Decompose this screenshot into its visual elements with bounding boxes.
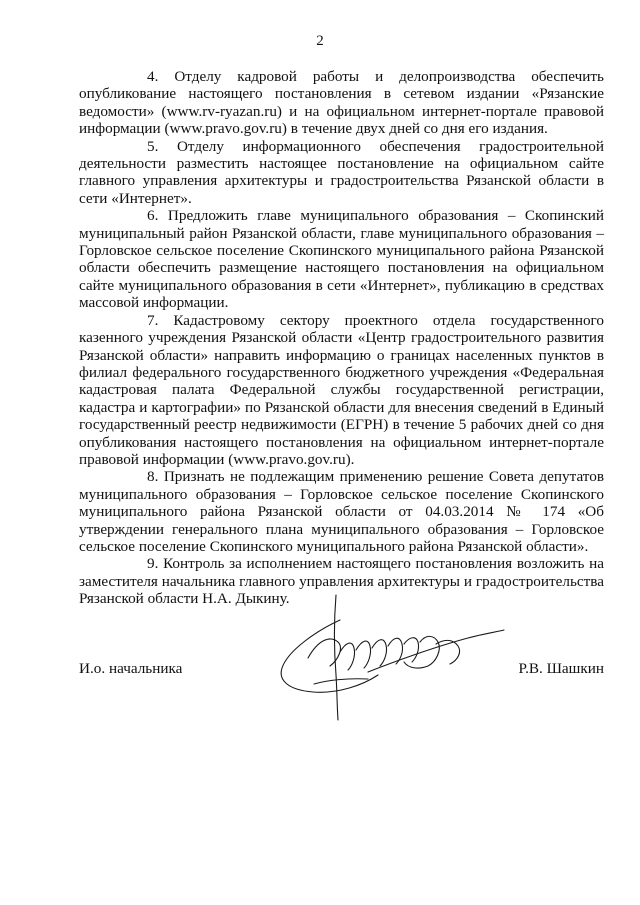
paragraph-number: 8.: [147, 468, 159, 486]
paragraph-number: 6.: [147, 207, 159, 225]
paragraph-text: Признать не подлежащим применению решение Совета депутатов муниципального образования – Горловское сельское поселение Скопинского муниципального района Рязанской области от 04.03.2014 № 174 «Об утверждении генерального плана муниципального образования – Горловское сельское поселение Скопинского муниципального района Рязанской области».: [79, 468, 604, 555]
paragraph-text: Контроль за исполнением настоящего постановления возложить на заместителя начальника главного управления архитектуры и градостроительства Рязанской области Н.А. Дыкину.: [79, 555, 605, 608]
paragraph-4: [79, 68, 604, 138]
paragraph-number: 4.: [147, 68, 159, 85]
signatory-name: Р.В. Шашкин: [518, 660, 604, 677]
signatory-title: И.о. начальника: [79, 660, 183, 677]
paragraph-number: 7.: [147, 311, 159, 329]
paragraph-text: Кадастровому сектору проектного отдела государственного казенного учреждения Рязанской области «Центр градостроительного развития Рязанской области» направить информацию о границах населенных пунктов в филиал федерального государственного бюджетного учреждения «Федеральная кадастровая палата Федеральной службы государственной регистрации, кадастра и картографии» по Рязанской области для внесения сведений в Единый государственный реестр недвижимости (ЕГРН) в течение 5 рабочих дней со дня опубликования настоящего постановления на официальном интернет-портале правовой информации (www.pravo.gov.ru).: [79, 311, 605, 468]
paragraph-text: Отделу кадровой работы и делопроизводства обеспечить опубликование настоящего постановления в сетевом издании «Рязанские ведомости» (www.rv-ryazan.ru) и на официальном интернет-портале правовой информации (www.pravo.gov.ru) в течение двух дней со дня его издания.: [79, 68, 604, 138]
paragraph-number: 5.: [147, 137, 159, 155]
paragraph-6: [79, 207, 604, 311]
paragraph-5: [79, 138, 604, 208]
paragraph-number: 9.: [147, 555, 159, 573]
paragraph-text: Предложить главе муниципального образования – Скопинский муниципальный район Рязанской области, главе муниципального образования – Горловское сельское поселение Скопинского муниципального района Рязанской области обеспечить размещение настоящего постановления на официальном сайте муниципального образования в сети «Интернет», публикацию в средствах массовой информации.: [79, 207, 605, 312]
paragraph-7: [79, 312, 604, 469]
handwritten-signature: [268, 580, 508, 730]
paragraph-8: [79, 468, 604, 555]
paragraph-text: Отделу информационного обеспечения градостроительной деятельности разместить настоящее постановление на официальном сайте главного управления архитектуры и градостроительства Рязанской области в сети «Интернет».: [79, 137, 604, 207]
page-number: 2: [316, 33, 324, 49]
document-body: [79, 68, 604, 608]
